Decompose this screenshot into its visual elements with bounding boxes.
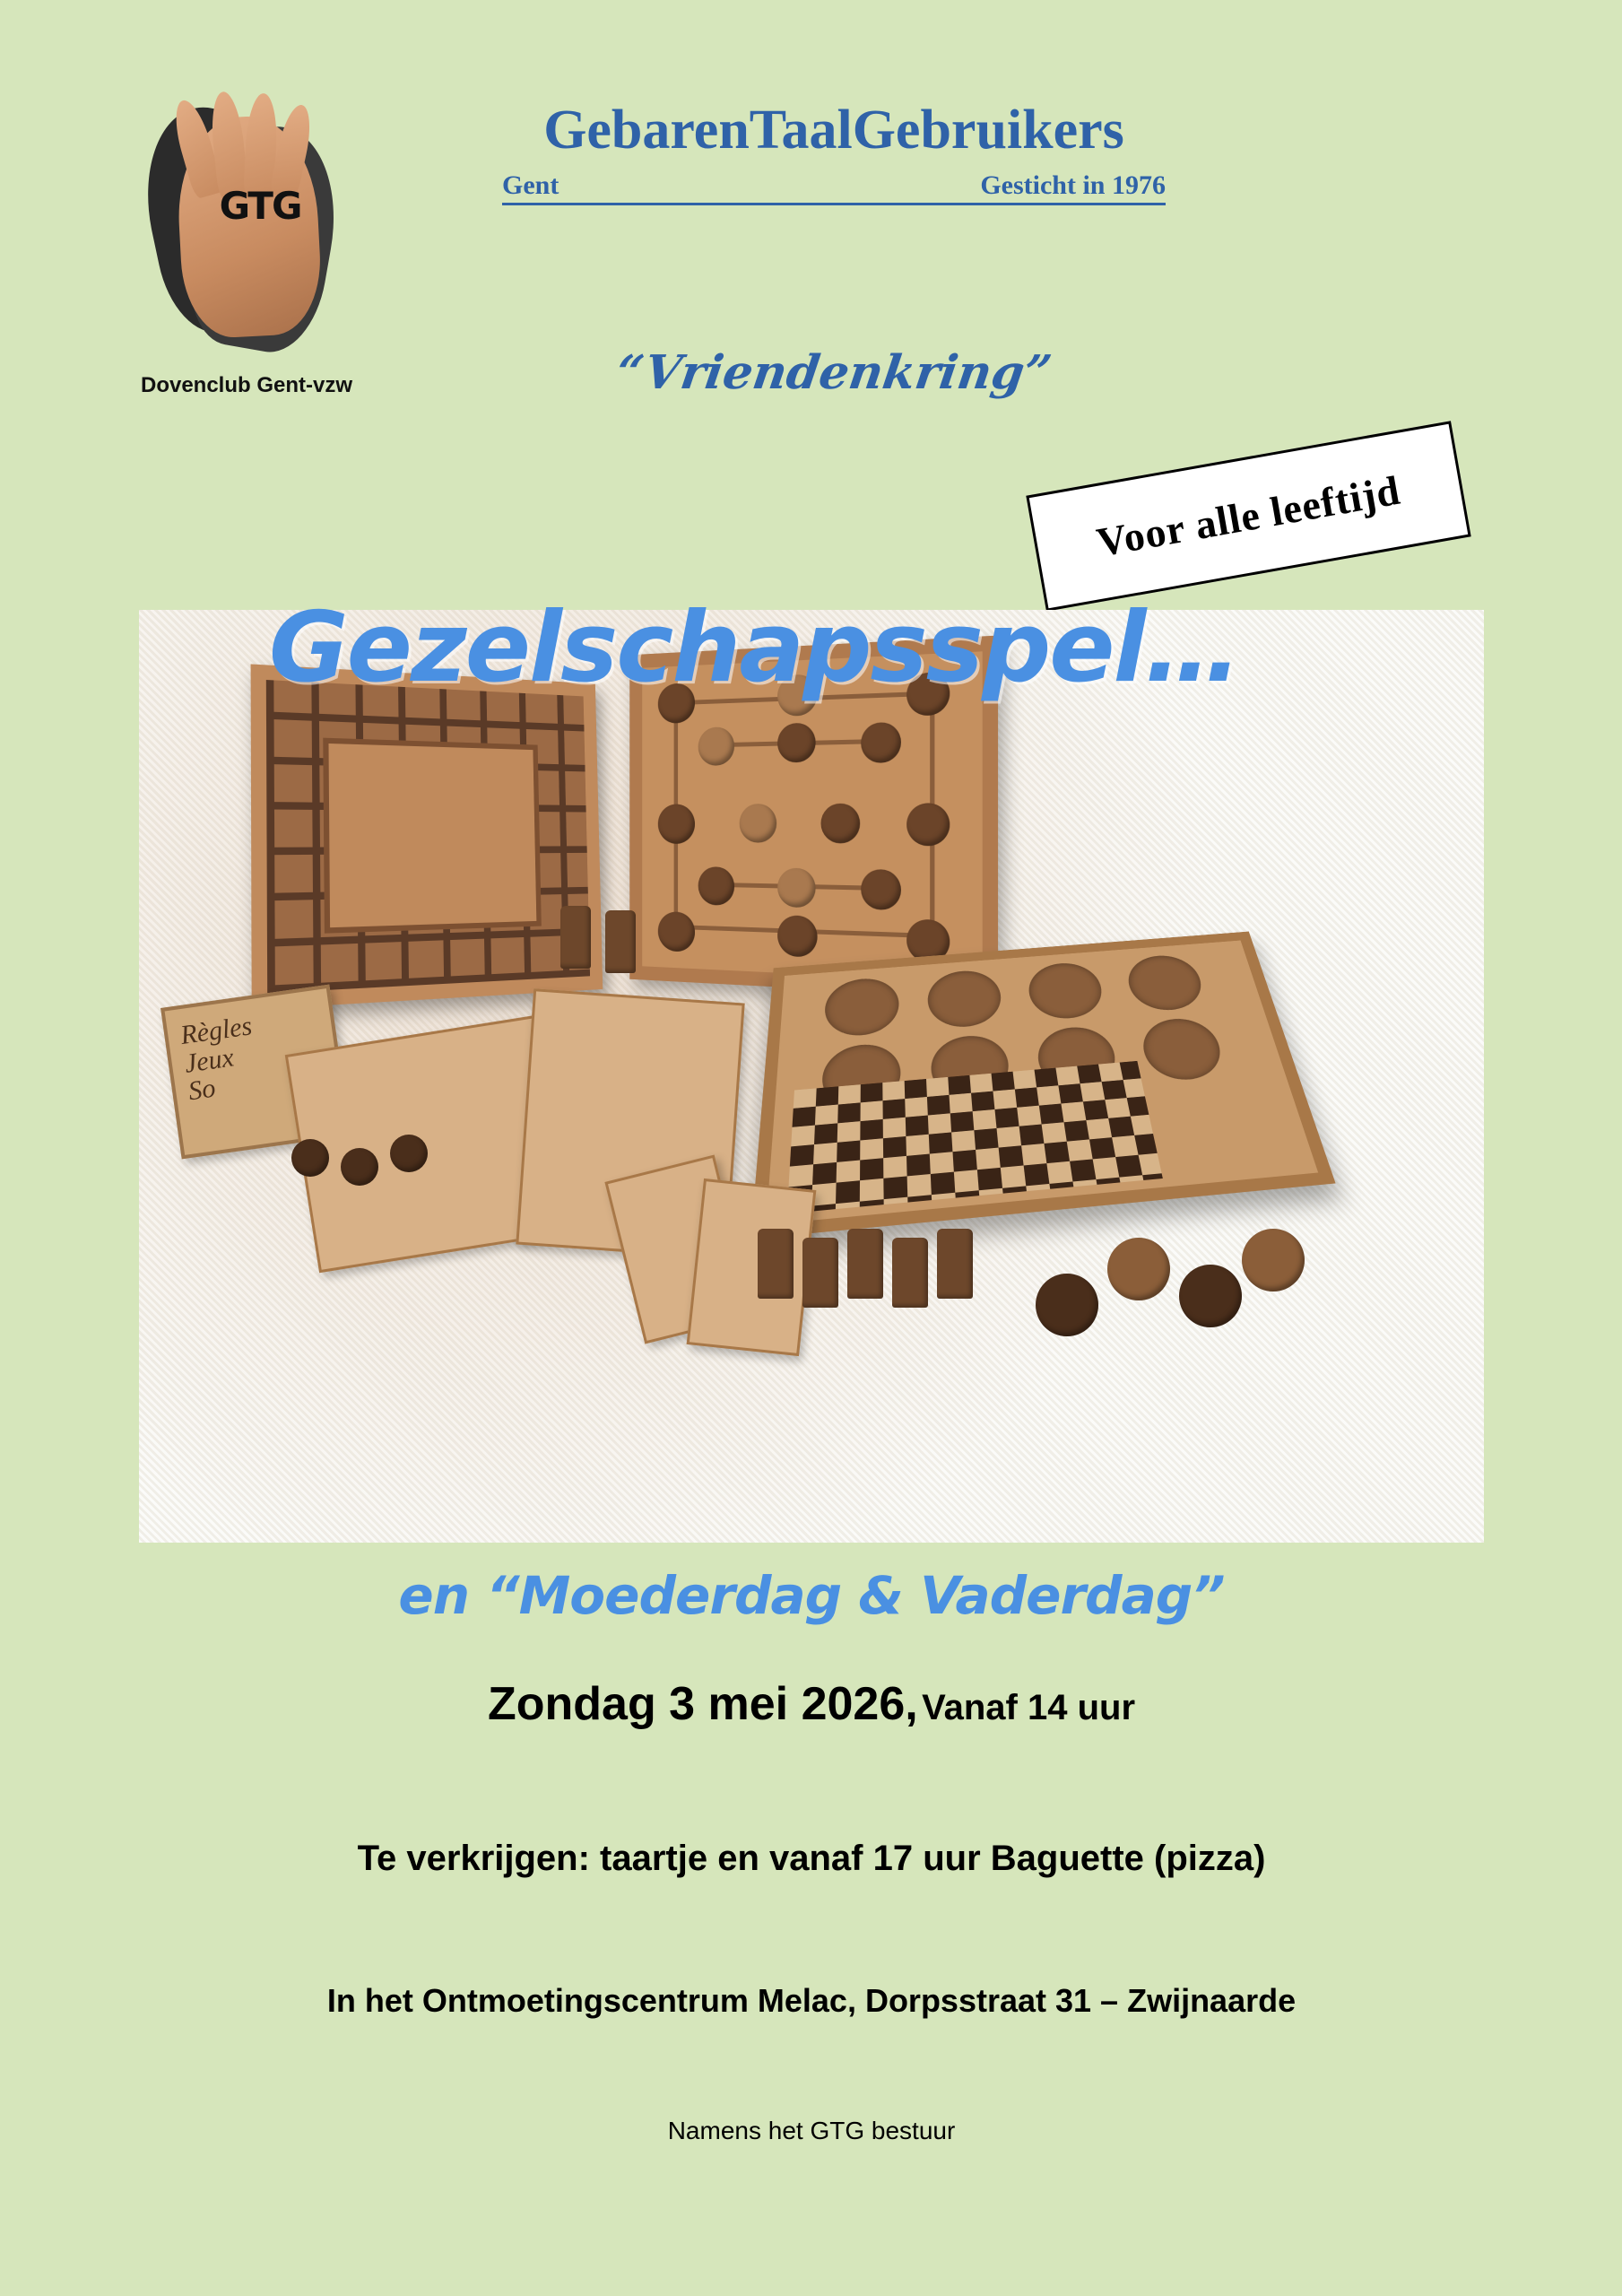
vriendenkring-label: “Vriendenkring” — [612, 345, 1055, 400]
game-chip — [1179, 1265, 1242, 1327]
club-subheader — [502, 170, 1166, 205]
playing-card-2 — [687, 1178, 817, 1356]
game-pawn — [758, 1229, 794, 1299]
event-date: Zondag 3 mei 2026, — [487, 1678, 918, 1730]
rulebook-line-3: So — [186, 1073, 218, 1107]
event-food-info: Te verkrijgen: taartje en vanaf 17 uur Baguette (pizza) — [357, 1839, 1266, 1878]
rulebook-line-1: Règles — [178, 1011, 255, 1051]
game-chip — [1242, 1229, 1305, 1292]
poster-main-title: Gezelschapsspel… — [269, 592, 1240, 704]
club-founded: Gesticht in 1976 — [980, 170, 1166, 200]
board-games-photo — [139, 610, 1484, 1543]
page-title: GebarenTaalGebruikers — [543, 100, 1124, 161]
game-chip — [291, 1139, 329, 1177]
game-chip — [1036, 1274, 1098, 1336]
event-time: Vanaf 14 uur — [922, 1688, 1136, 1727]
rulebook-line-2: Jeux — [182, 1041, 236, 1079]
game-pawn — [605, 910, 636, 973]
game-pawn — [892, 1238, 928, 1308]
game-pawn — [560, 906, 591, 969]
club-city: Gent — [502, 170, 559, 200]
game-chip — [390, 1135, 428, 1172]
gtg-monogram: GTG — [219, 184, 301, 228]
two-hands-icon — [143, 99, 350, 368]
all-ages-sticker-text: Voor alle leeftijd — [1093, 466, 1404, 566]
game-pawn — [937, 1229, 973, 1299]
goose-game-board — [251, 664, 603, 1009]
game-chip — [1107, 1238, 1170, 1300]
game-pawn — [802, 1238, 838, 1308]
event-signoff: Namens het GTG bestuur — [667, 2117, 956, 2144]
event-venue: In het Ontmoetingscentrum Melac, Dorpsstraat 31 – Zwijnaarde — [326, 1982, 1297, 2019]
logo-caption: Dovenclub Gent-vzw — [140, 373, 353, 397]
game-chip — [341, 1148, 378, 1186]
game-pawn — [847, 1229, 883, 1299]
club-logo-block — [126, 99, 368, 398]
poster-subtitle: en “Moederdag & Vaderdag” — [398, 1565, 1225, 1626]
all-ages-sticker — [1026, 421, 1470, 612]
event-datetime — [139, 1677, 1484, 1731]
checkers-box — [750, 932, 1336, 1239]
